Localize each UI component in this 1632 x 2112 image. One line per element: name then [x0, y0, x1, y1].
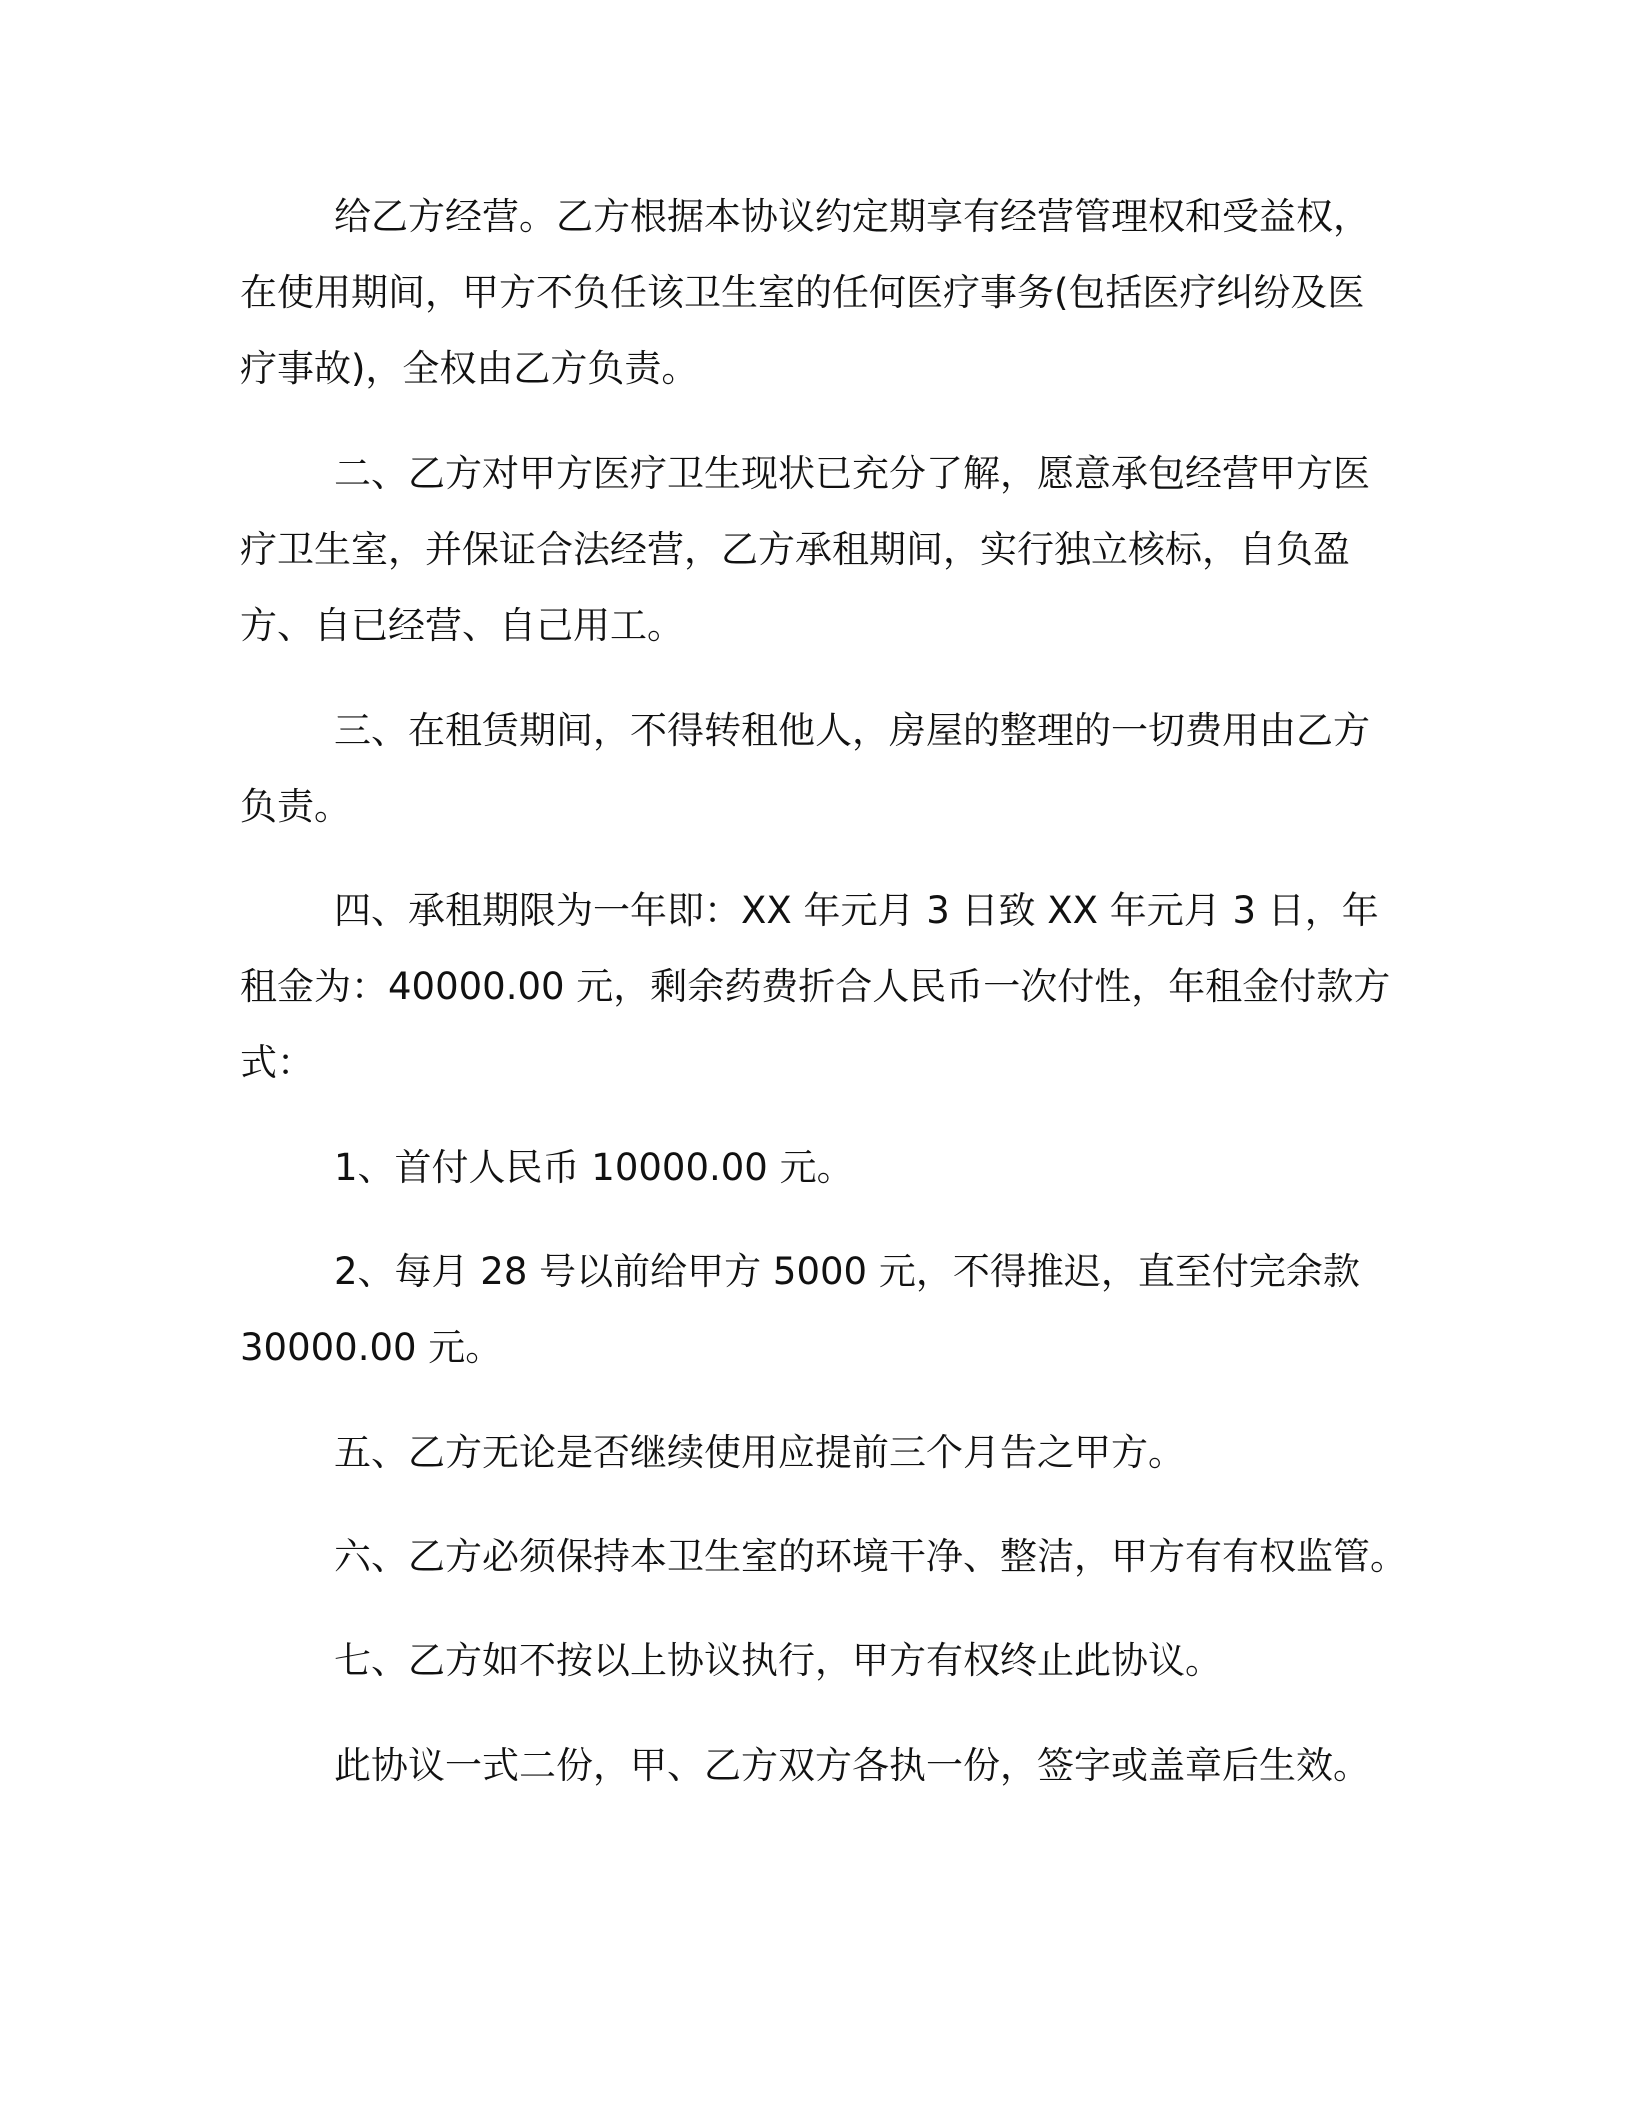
- clause-2-line-2: 疗卫生室，并保证合法经营，乙方承租期间，实行独立核标，自负盈: [240, 528, 1350, 571]
- clause-4-line-1: 四、承租期限为一年即：XX 年元月 3 日致 XX 年元月 3 日，年: [334, 889, 1379, 932]
- clause-2-line-1: 二、乙方对甲方医疗卫生现状已充分了解，愿意承包经营甲方医: [334, 452, 1370, 495]
- clause-5: 五、乙方无论是否继续使用应提前三个月告之甲方。: [334, 1431, 1185, 1474]
- clause-4-line-3: 式：: [240, 1041, 314, 1084]
- clause-7: 七、乙方如不按以上协议执行，甲方有权终止此协议。: [334, 1639, 1222, 1682]
- clause-4-line-2: 租金为：40000.00 元，剩余药费折合人民币一次付性，年租金付款方: [240, 965, 1391, 1008]
- clause-3-line-1: 三、在租赁期间，不得转租他人，房屋的整理的一切费用由乙方: [334, 709, 1370, 752]
- clause-6: 六、乙方必须保持本卫生室的环境干净、整洁，甲方有有权监管。: [334, 1535, 1407, 1578]
- payment-item-2-line-2: 30000.00 元。: [240, 1326, 503, 1369]
- clause-3-line-2: 负责。: [240, 785, 351, 828]
- payment-item-1: 1、首付人民币 10000.00 元。: [334, 1146, 854, 1189]
- paragraph-0-line-2: 在使用期间，甲方不负任该卫生室的任何医疗事务(包括医疗纠纷及医: [240, 271, 1365, 314]
- paragraph-0-line-1: 给乙方经营。乙方根据本协议约定期享有经营管理权和受益权，: [334, 195, 1370, 238]
- clause-2-line-3: 方、自已经营、自己用工。: [240, 604, 684, 647]
- payment-item-2-line-1: 2、每月 28 号以前给甲方 5000 元，不得推迟，直至付完余款: [334, 1250, 1360, 1293]
- paragraph-0-line-3: 疗事故)，全权由乙方负责。: [240, 347, 699, 390]
- closing-statement: 此协议一式二份，甲、乙方双方各执一份，签字或盖章后生效。: [334, 1744, 1370, 1787]
